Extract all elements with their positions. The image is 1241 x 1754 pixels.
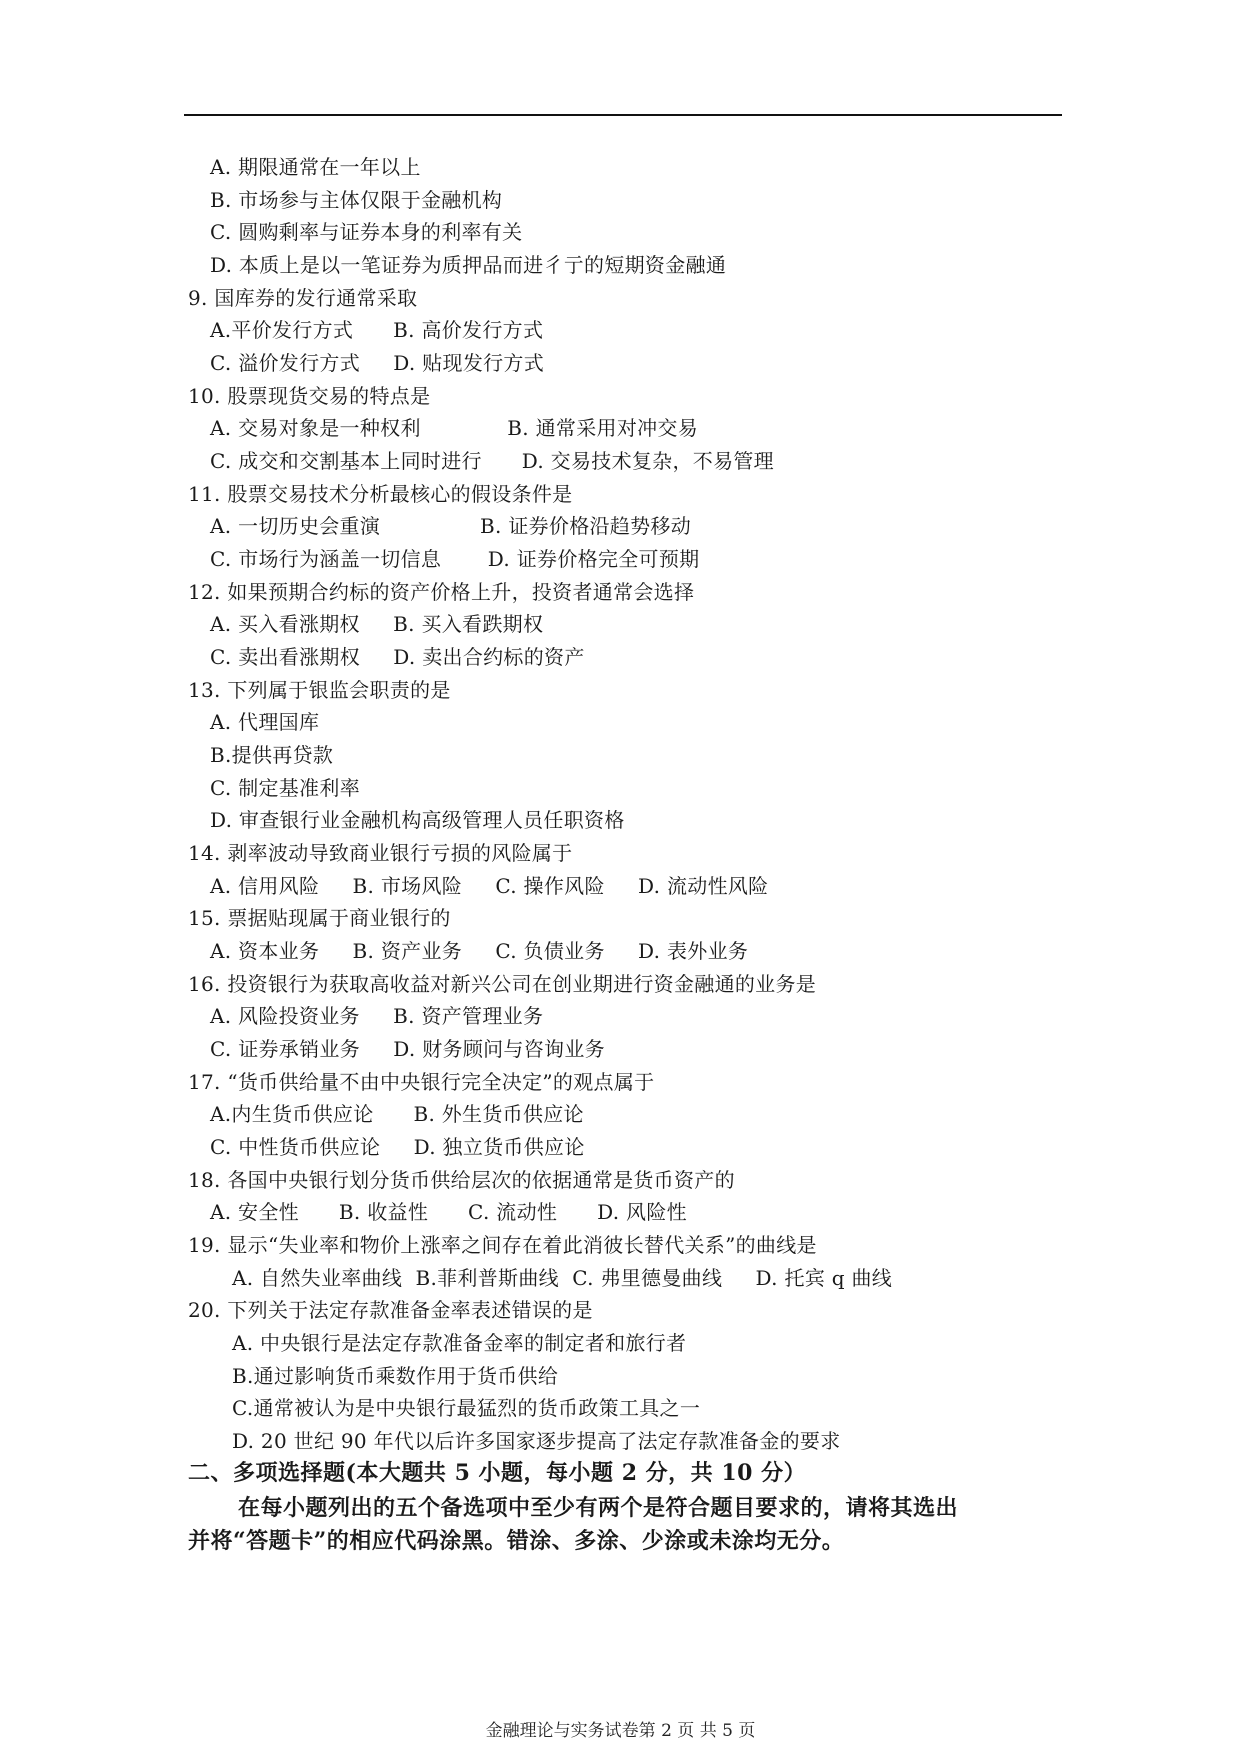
q17-stem: 17. “货币供给量不由中央银行完全决定”的观点属于 (188, 1070, 655, 1094)
q20-option-d: D. 20 世纪 90 年代以后许多国家逐步提高了法定存款准备金的要求 (232, 1429, 841, 1453)
q15-options: A. 资本业务 B. 资产业务 C. 负债业务 D. 表外业务 (210, 939, 749, 963)
q13-option-c: C. 制定基准利率 (210, 776, 361, 800)
q17-options-ab: A.内生货币供应论 B. 外生货币供应论 (210, 1102, 584, 1126)
q11-options-cd: C. 市场行为涵盖一切信息 D. 证券价格完全可预期 (210, 547, 700, 571)
q12-options-cd: C. 卖出看涨期权 D. 卖出合约标的资产 (210, 645, 585, 669)
q8-option-b: B. 市场参与主体仅限于金融机构 (210, 188, 503, 212)
q10-options-cd: C. 成交和交割基本上同时进行 D. 交易技术复杂，不易管理 (210, 449, 774, 473)
q8-option-d: D. 本质上是以一笔证券为质押品而进彳亍的短期资金融通 (210, 253, 727, 277)
q11-stem: 11. 股票交易技术分析最核心的假设条件是 (188, 482, 573, 506)
section2-title: 二、多项选择题(本大题共 5 小题，每小题 2 分，共 10 分） (188, 1460, 807, 1486)
page-footer: 金融理论与实务试卷第 2 页 共 5 页 (485, 1721, 756, 1741)
q13-option-d: D. 审查银行业金融机构高级管理人员任职资格 (210, 808, 625, 832)
q9-options-cd: C. 溢价发行方式 D. 贴现发行方式 (210, 351, 545, 375)
q10-stem: 10. 股票现货交易的特点是 (188, 384, 431, 408)
q20-option-c: C.通常被认为是中央银行最猛烈的货币政策工具之一 (232, 1396, 701, 1420)
q12-options-ab: A. 买入看涨期权 B. 买入看跌期权 (210, 612, 544, 636)
q13-stem: 13. 下列属于银监会职责的是 (188, 678, 451, 702)
q20-stem: 20. 下列关于法定存款准备金率表述错误的是 (188, 1298, 593, 1322)
q17-options-cd: C. 中性货币供应论 D. 独立货币供应论 (210, 1135, 585, 1159)
q18-options: A. 安全性 B. 收益性 C. 流动性 D. 风险性 (210, 1200, 687, 1224)
q14-stem: 14. 剥率波动导致商业银行亏损的风险属于 (188, 841, 573, 865)
q13-option-a: A. 代理国库 (210, 710, 320, 734)
section2-instructions-line2: 并将“答题卡”的相应代码涂黑。错涂、多涂、少涂或未涂均无分。 (188, 1528, 845, 1554)
q20-option-b: B.通过影响货币乘数作用于货币供给 (232, 1364, 559, 1388)
q10-options-ab: A. 交易对象是一种权利 B. 通常采用对冲交易 (210, 416, 699, 440)
q16-options-cd: C. 证券承销业务 D. 财务顾问与咨询业务 (210, 1037, 605, 1061)
q12-stem: 12. 如果预期合约标的资产价格上升，投资者通常会选择 (188, 580, 695, 604)
q9-options-ab: A.平价发行方式 B. 高价发行方式 (210, 318, 544, 342)
q16-options-ab: A. 风险投资业务 B. 资产管理业务 (210, 1004, 544, 1028)
header-rule (184, 114, 1062, 116)
q13-option-b: B.提供再贷款 (210, 743, 334, 767)
q18-stem: 18. 各国中央银行划分货币供给层次的依据通常是货币资产的 (188, 1168, 735, 1192)
section2-instructions-line1: 在每小题列出的五个备选项中至少有两个是符合题目要求的，请将其选出 (238, 1495, 959, 1521)
q19-options: A. 自然失业率曲线 B.菲利普斯曲线 C. 弗里德曼曲线 D. 托宾 q 曲线 (232, 1266, 893, 1290)
q19-stem: 19. 显示“失业率和物价上涨率之间存在着此消彼长替代关系”的曲线是 (188, 1233, 817, 1257)
q14-options: A. 信用风险 B. 市场风险 C. 操作风险 D. 流动性风险 (210, 874, 769, 898)
q16-stem: 16. 投资银行为获取高收益对新兴公司在创业期进行资金融通的业务是 (188, 972, 817, 996)
q15-stem: 15. 票据贴现属于商业银行的 (188, 906, 451, 930)
q8-option-a: A. 期限通常在一年以上 (210, 155, 421, 179)
q8-option-c: C. 圆购剩率与证券本身的利率有关 (210, 220, 523, 244)
q11-options-ab: A. 一切历史会重演 B. 证券价格沿趋势移动 (210, 514, 692, 538)
q20-option-a: A. 中央银行是法定存款准备金率的制定者和旅行者 (232, 1331, 687, 1355)
q9-stem: 9. 国库券的发行通常采取 (188, 286, 418, 310)
